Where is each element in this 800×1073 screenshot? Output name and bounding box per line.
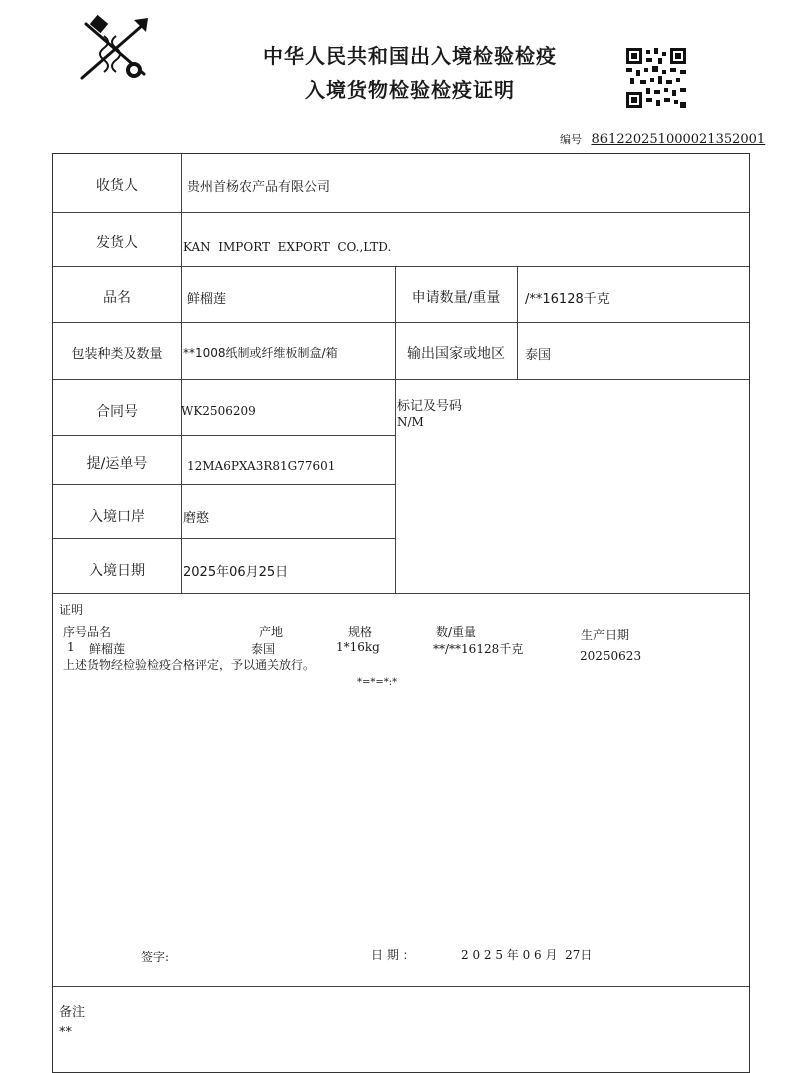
certificate-statement: 上述货物经检验检疫合格评定，予以通关放行。: [63, 658, 316, 672]
consignee-label: 收货人: [96, 178, 138, 194]
bill-of-lading-label: 提/运单号: [86, 456, 148, 472]
column-production-date: 生产日期: [581, 628, 630, 642]
row-spec: 1*16kg: [336, 640, 380, 654]
row-seq: 1: [67, 640, 75, 654]
qr-code-icon: [626, 48, 686, 108]
cert-no-label: 编号: [560, 133, 582, 146]
entry-port-value: 磨憨: [183, 511, 210, 526]
column-spec: 规格: [348, 625, 373, 639]
bill-of-lading-value: 12MA6PXA3R81G77601: [187, 459, 336, 473]
column-origin: 产地: [259, 625, 284, 639]
quantity-label: 申请数量/重量: [411, 290, 501, 306]
certificate-number: [560, 131, 765, 147]
marks-label: 标记及号码: [397, 399, 463, 414]
consignor-value: KAN IMPORT EXPORT CO.,LTD.: [183, 240, 392, 254]
entry-date-label: 入境日期: [89, 563, 145, 579]
consignee-value: 贵州首杨农产品有限公司: [187, 180, 331, 195]
marks-value: N/M: [397, 415, 424, 429]
row-quantity: **/**16128千克: [433, 642, 524, 656]
cert-no-value: 861220251000021352001: [591, 132, 766, 147]
end-mark: *=*=*:*: [357, 677, 398, 688]
certificate-heading: 证明: [59, 603, 84, 617]
row-production-date: 20250623: [580, 649, 642, 663]
row-name: 鲜榴莲: [89, 642, 126, 656]
origin-country-label: 输出国家或地区: [407, 346, 505, 362]
document-title-line1: 中华人民共和国出入境检验检疫: [263, 44, 557, 68]
entry-date-value: 2025年06月25日: [183, 565, 289, 580]
customs-emblem-logo: [74, 14, 156, 86]
signature-date-label: 日 期 ：: [371, 948, 415, 962]
consignor-label: 发货人: [96, 235, 138, 251]
quantity-value: /**16128千克: [525, 292, 610, 307]
entry-port-label: 入境口岸: [89, 509, 145, 525]
column-seq-name: 序号品名: [63, 625, 112, 639]
product-value: 鲜榴莲: [187, 292, 227, 307]
contract-label: 合同号: [96, 404, 138, 420]
row-origin: 泰国: [251, 642, 276, 656]
origin-country-value: 泰国: [525, 348, 552, 363]
packing-label: 包装种类及数量: [71, 347, 163, 362]
document-title-line2: 入境货物检验检疫证明: [305, 78, 515, 102]
packing-value: **1008纸制或纤维板制盒/箱: [183, 346, 338, 360]
contract-value: WK2506209: [181, 404, 256, 418]
certificate-form: [52, 153, 750, 1073]
remarks-label: 备注: [59, 1005, 86, 1020]
product-label: 品名: [103, 290, 131, 306]
signature-label: 签字:: [141, 950, 170, 964]
remarks-value: **: [59, 1025, 72, 1040]
column-quantity: 数/重量: [436, 625, 477, 639]
signature-date-value: 2 0 2 5 年 0 6 月 27日: [461, 948, 593, 962]
